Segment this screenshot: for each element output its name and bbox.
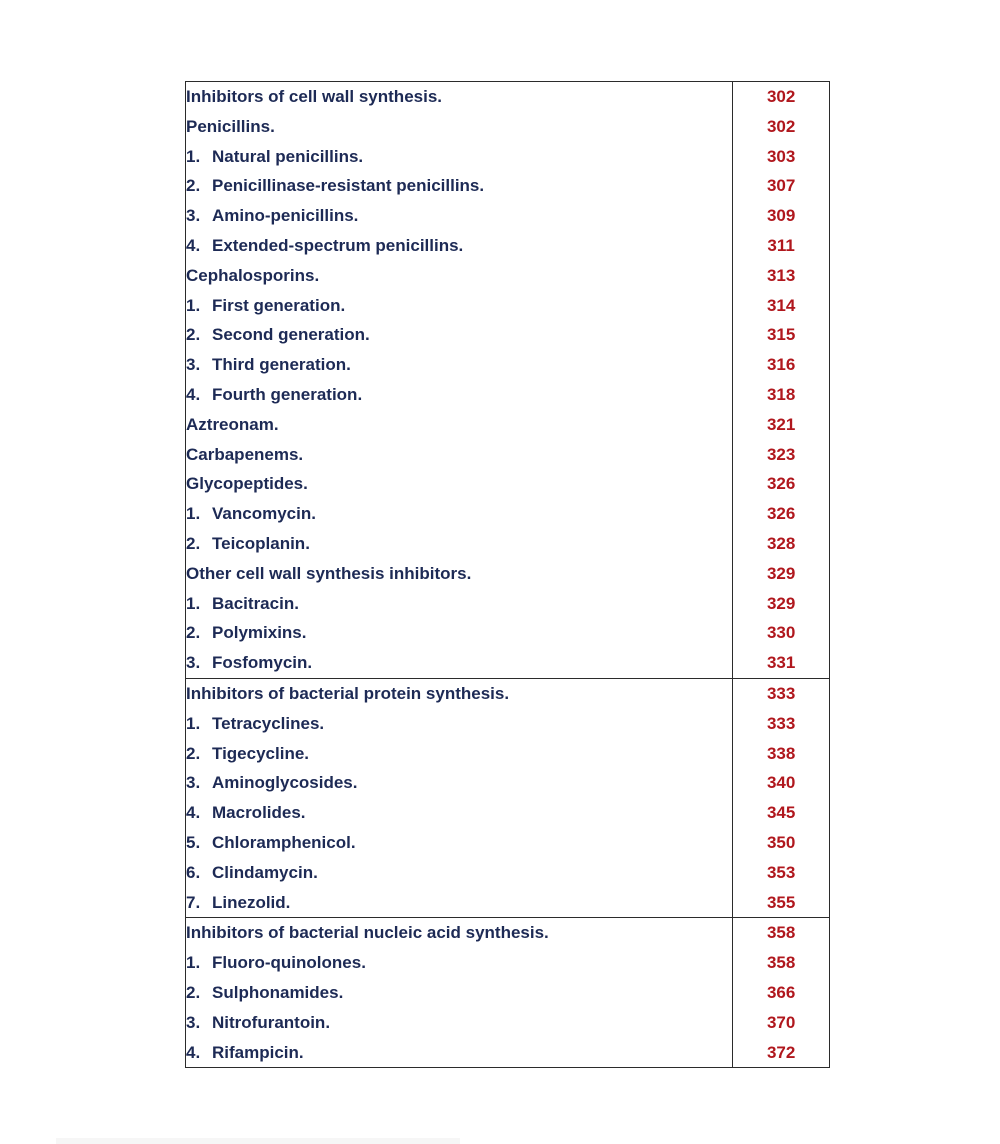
entry-label: Bacitracin. bbox=[212, 593, 299, 613]
entry-label: Amino-penicillins. bbox=[212, 206, 359, 226]
page-number: 353 bbox=[766, 862, 796, 882]
page-number: 350 bbox=[766, 832, 796, 852]
page-number: 323 bbox=[766, 444, 796, 464]
toc-entry bbox=[186, 410, 830, 440]
entry-label: Penicillinase-resistant penicillins. bbox=[212, 176, 485, 196]
entry-number: 3. bbox=[186, 773, 201, 793]
entry-label: Glycopeptides. bbox=[186, 469, 733, 499]
entry-label: Sulphonamides. bbox=[212, 982, 344, 1002]
entry-label: Polymixins. bbox=[212, 623, 307, 643]
toc-entry bbox=[186, 350, 830, 380]
page-number: 366 bbox=[766, 982, 796, 1002]
toc-entry bbox=[186, 231, 830, 261]
entry-label: Natural penicillins. bbox=[212, 146, 364, 166]
section-title: Inhibitors of bacterial nucleic acid synthesis. bbox=[186, 918, 733, 948]
page-number: 358 bbox=[766, 923, 796, 943]
entry-number: 3. bbox=[186, 206, 201, 226]
entry-number: 1. bbox=[186, 593, 201, 613]
entry-label: Nitrofurantoin. bbox=[212, 1012, 331, 1032]
toc-section-protein-synthesis bbox=[186, 678, 830, 917]
toc-entry bbox=[186, 171, 830, 201]
entry-label: Chloramphenicol. bbox=[212, 832, 356, 852]
toc-section-nucleic-acid-synthesis bbox=[186, 918, 830, 1068]
page-number: 329 bbox=[766, 593, 796, 613]
entry-label: Fourth generation. bbox=[212, 384, 363, 404]
entry-number: 1. bbox=[186, 146, 201, 166]
toc-entry bbox=[186, 499, 830, 529]
toc-entry bbox=[186, 291, 830, 321]
page-number: 307 bbox=[766, 176, 796, 196]
section-title: Inhibitors of bacterial protein synthesis. bbox=[186, 678, 733, 708]
page-number: 345 bbox=[766, 803, 796, 823]
toc-entry bbox=[186, 888, 830, 918]
page-number: 318 bbox=[766, 384, 796, 404]
toc-entry bbox=[186, 529, 830, 559]
entry-number: 4. bbox=[186, 235, 201, 255]
toc-entry bbox=[186, 261, 830, 291]
entry-label: Other cell wall synthesis inhibitors. bbox=[186, 559, 733, 589]
entry-number: 4. bbox=[186, 803, 201, 823]
entry-label: Tetracyclines. bbox=[212, 713, 325, 733]
page-number: 316 bbox=[766, 355, 796, 375]
toc-entry bbox=[186, 739, 830, 769]
entry-label: Penicillins. bbox=[186, 112, 733, 142]
toc-section-header bbox=[186, 918, 830, 948]
toc-entry bbox=[186, 828, 830, 858]
page-number: 358 bbox=[766, 953, 796, 973]
entry-number: 3. bbox=[186, 355, 201, 375]
page-number: 370 bbox=[766, 1012, 796, 1032]
entry-number: 1. bbox=[186, 713, 201, 733]
page-number: 309 bbox=[766, 206, 796, 226]
page-edge-shadow bbox=[56, 1138, 460, 1144]
page-number: 331 bbox=[766, 653, 796, 673]
entry-label: Aminoglycosides. bbox=[212, 773, 358, 793]
toc-section-header bbox=[186, 82, 830, 112]
page-number: 326 bbox=[766, 504, 796, 524]
entry-label: Clindamycin. bbox=[212, 862, 318, 882]
toc-entry bbox=[186, 142, 830, 172]
entry-number: 6. bbox=[186, 862, 201, 882]
entry-label: Fosfomycin. bbox=[212, 653, 313, 673]
toc-entry bbox=[186, 112, 830, 142]
entry-label: Extended-spectrum penicillins. bbox=[212, 235, 464, 255]
entry-number: 7. bbox=[186, 892, 201, 912]
entry-label: Vancomycin. bbox=[212, 504, 316, 524]
entry-label: Macrolides. bbox=[212, 803, 306, 823]
entry-label: First generation. bbox=[212, 295, 346, 315]
entry-label: Tigecycline. bbox=[212, 743, 310, 763]
toc-entry bbox=[186, 440, 830, 470]
page-number: 311 bbox=[767, 235, 795, 255]
toc-entry bbox=[186, 589, 830, 619]
entry-label: Teicoplanin. bbox=[212, 533, 310, 553]
table-of-contents bbox=[185, 81, 830, 1068]
page-number: 330 bbox=[766, 623, 796, 643]
entry-label: Carbapenems. bbox=[186, 440, 733, 470]
entry-number: 1. bbox=[186, 295, 201, 315]
entry-number: 3. bbox=[186, 653, 201, 673]
page-number: 303 bbox=[766, 146, 796, 166]
toc-entry bbox=[186, 1008, 830, 1038]
page-number: 302 bbox=[766, 87, 796, 106]
toc-entry bbox=[186, 798, 830, 828]
toc-entry bbox=[186, 978, 830, 1008]
entry-label: Aztreonam. bbox=[186, 410, 733, 440]
entry-number: 4. bbox=[186, 1042, 201, 1062]
page-number: 329 bbox=[766, 563, 796, 583]
toc-entry bbox=[186, 380, 830, 410]
entry-number: 2. bbox=[186, 176, 201, 196]
toc-entry bbox=[186, 709, 830, 739]
toc-entry bbox=[186, 948, 830, 978]
entry-label: Linezolid. bbox=[212, 892, 291, 912]
entry-label: Third generation. bbox=[212, 355, 351, 375]
entry-label: Fluoro-quinolones. bbox=[212, 953, 366, 973]
entry-label: Cephalosporins. bbox=[186, 261, 733, 291]
entry-number: 3. bbox=[186, 1012, 201, 1032]
page-number: 340 bbox=[766, 773, 796, 793]
page-number: 333 bbox=[766, 683, 796, 703]
toc-entry bbox=[186, 201, 830, 231]
page-number: 328 bbox=[766, 533, 796, 553]
page-number: 355 bbox=[766, 892, 796, 912]
entry-number: 2. bbox=[186, 743, 201, 763]
toc-entry bbox=[186, 469, 830, 499]
toc-entry bbox=[186, 559, 830, 589]
toc-entry bbox=[186, 858, 830, 888]
toc-entry bbox=[186, 1038, 830, 1068]
page-number: 338 bbox=[766, 743, 796, 763]
toc-entry bbox=[186, 618, 830, 648]
entry-number: 2. bbox=[186, 533, 201, 553]
page-number: 372 bbox=[766, 1042, 796, 1062]
toc-entry bbox=[186, 648, 830, 678]
entry-label: Rifampicin. bbox=[212, 1042, 304, 1062]
entry-number: 2. bbox=[186, 623, 201, 643]
page-number: 315 bbox=[766, 325, 796, 345]
toc-section-header bbox=[186, 678, 830, 708]
toc-entry bbox=[186, 768, 830, 798]
entry-number: 2. bbox=[186, 325, 201, 345]
section-title: Inhibitors of cell wall synthesis. bbox=[186, 82, 733, 112]
entry-number: 4. bbox=[186, 384, 201, 404]
page-number: 302 bbox=[766, 116, 796, 136]
toc-entry bbox=[186, 320, 830, 350]
entry-number: 1. bbox=[186, 953, 201, 973]
page-number: 326 bbox=[766, 474, 796, 494]
page-number: 313 bbox=[766, 265, 796, 285]
page-number: 333 bbox=[766, 713, 796, 733]
entry-label: Second generation. bbox=[212, 325, 370, 345]
page-number: 314 bbox=[766, 295, 796, 315]
entry-number: 1. bbox=[186, 504, 201, 524]
toc-section-cell-wall bbox=[186, 82, 830, 679]
entry-number: 5. bbox=[186, 832, 201, 852]
page-number: 321 bbox=[766, 414, 796, 434]
entry-number: 2. bbox=[186, 982, 201, 1002]
